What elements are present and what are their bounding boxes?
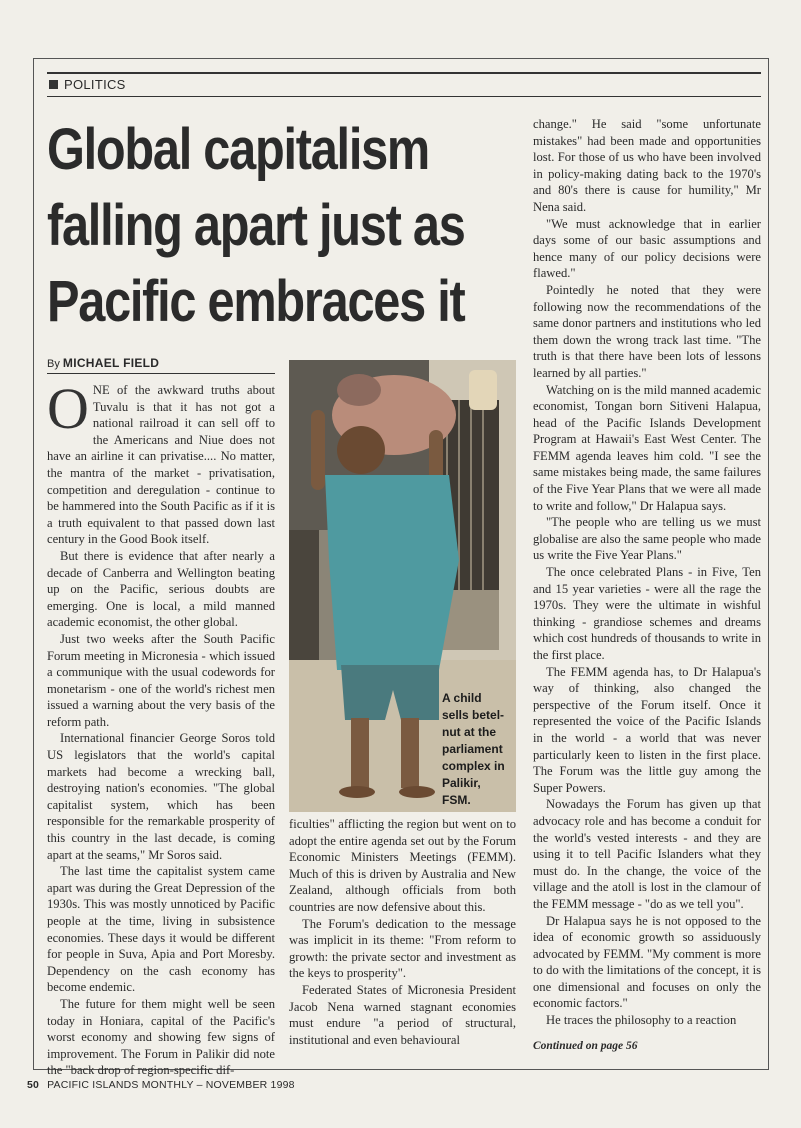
article-paragraph: He traces the philosophy to a reaction bbox=[546, 1013, 737, 1028]
article-paragraph: ONE of the awkward truths about Tuvalu is that it has not got a national railroad it can sell off to the Americans and Niue does not have an airline it can privatise.... No matter, the mantra of the market - privatisation, competition and deregulation - continue to be hammered into the South Pacific as if it is a truth equivalent to that passed down last century in the Good Book itself. bbox=[47, 376, 275, 547]
article-paragraph: change." He said "some unfortunate mistakes" had been made and opportunities lost. For those of us who have been involved in policy-making dating back to the 1970's and 80's there is cause for humility," Mr Nena said. bbox=[533, 117, 761, 214]
article-paragraph: The Forum's dedication to the message was implicit in its theme: "From reform to growth: the private sector and investment as the keys to prosperity". bbox=[289, 916, 516, 981]
article-paragraph: The once celebrated Plans - in Five, Ten and 15 year varieties - were all the rage the 1970s. They were the ultimate in wishful thinking - grandiose schemes and dreams which cost hundreds of thousands to write in the first place. bbox=[533, 565, 761, 662]
article-paragraph: The FEMM agenda has, to Dr Halapua's way of thinking, also changed the perspective of the Forum itself. Once it represented the voice of the Pacific Islands in the world - a world that was never particularly keen to listen in the first place. The Forum was the little guy among the Super Powers. bbox=[533, 664, 761, 795]
byline-rule bbox=[47, 373, 275, 374]
article-paragraph: But there is evidence that after nearly a decade of Canberra and Wellington beating up on the Pacific, serious doubts are emerging. One is local, a mild manned academic economist, the other global. bbox=[47, 548, 275, 630]
headline-line: Pacific embraces it bbox=[47, 269, 465, 334]
page-footer bbox=[27, 1079, 295, 1091]
article-paragraph: Federated States of Micronesia President Jacob Nena warned stagnant economies must endure "a period of structural, institutional and even behavioural bbox=[289, 982, 516, 1047]
byline-author: MICHAEL FIELD bbox=[62, 356, 160, 370]
section-tag bbox=[49, 77, 126, 92]
caption-line: sells betel- bbox=[442, 708, 505, 722]
article-paragraph: Pointedly he noted that they were following now the recommendations of the same donor partners and institutions who led them down the wrong track last time. "The truth is that there have been lots of lessons learned by all parties." bbox=[533, 282, 761, 380]
article-paragraph: ficulties" afflicting the region but went on to adopt the entire agenda set out by the Forum Economic Ministers Meetings (FEMM). Much of this is driven by Australia and New Zealand, although officials from both countries are now defensive about this. bbox=[289, 817, 516, 914]
publication-name: PACIFIC ISLANDS MONTHLY – NOVEMBER 1998 bbox=[47, 1079, 295, 1091]
caption-line: complex in bbox=[442, 759, 505, 773]
caption-line: Palikir, bbox=[442, 776, 481, 790]
article-column-3 bbox=[533, 116, 761, 1029]
article-paragraph: "The people who are telling us we must globalise are also the same people who made us write the Five Year Plans." bbox=[533, 515, 761, 563]
caption-line: FSM. bbox=[442, 793, 471, 807]
caption-line: A child bbox=[442, 691, 482, 705]
byline-prefix: By bbox=[47, 358, 60, 370]
article-paragraph: The last time the capitalist system came apart was during the Great Depression of the 1930s. This was mostly unnoticed by Pacific people at the time, living in subsistence economies. These days it would be different for people in Suva, Apia and Port Moresby. Dependency on the cash economy has become endemic. bbox=[47, 864, 275, 995]
article-paragraph: The future for them might well be seen today in Honiara, capital of the Pacific's worst economy and showing few signs of improvement. The Forum in Palikir did note the "back drop of region-specific dif- bbox=[47, 996, 275, 1078]
page-number: 50 bbox=[27, 1079, 40, 1091]
article-paragraph: Nowadays the Forum has given up that advocacy role and has become a conduit for the world's vested interests - and they are using it to tell Pacific Islanders what they must do. In the change, the voice of the village and the atoll is lost in the clamour of the FEMM message - "do as we tell you". bbox=[533, 797, 761, 911]
article-column-2 bbox=[289, 816, 516, 1048]
headline-line: falling apart just as bbox=[47, 193, 465, 258]
continued-on-page-link: Continued on page 56 bbox=[533, 1040, 638, 1052]
section-rule-top bbox=[47, 72, 761, 74]
article-paragraph: Just two weeks after the South Pacific Forum meeting in Micronesia - which issued a communique with the usual codewords for monetarism - one of the world's richest men issued a warning about the very basis of the reform path. bbox=[47, 631, 275, 729]
article-paragraph: Watching on is the mild manned academic economist, Tongan born Sitiveni Halapua, head of the Pacific Islands Development Program at Hawaii's East West Center. The FEMM agenda leaves him cold. "I see the same mistakes being made, the same failures of the Five Year Plans that we were all made to write and follow," Dr Halapua says. bbox=[533, 382, 761, 513]
square-bullet-icon bbox=[49, 80, 58, 89]
article-paragraph: "We must acknowledge that in earlier days some of our basic assumptions and hence many of our policy decisions were flawed." bbox=[533, 216, 761, 281]
article-column-1 bbox=[47, 376, 275, 1079]
article-paragraph: Dr Halapua says he is not opposed to the idea of economic growth so assiduously advocated by FEMM. "My comment is more to do with the limitations of the concept, it is one dimensional and focuses on only the economic factors." bbox=[533, 913, 761, 1011]
caption-line: parliament bbox=[442, 742, 503, 756]
headline bbox=[47, 112, 465, 340]
section-rule-bottom bbox=[47, 96, 761, 97]
section-label: POLITICS bbox=[64, 77, 126, 92]
drop-cap: O bbox=[47, 376, 89, 441]
byline bbox=[47, 356, 159, 370]
photo-caption bbox=[442, 690, 505, 809]
headline-line: Global capitalism bbox=[47, 117, 430, 182]
article-paragraph: International financier George Soros told US legislators that the world's capital markets had become a wrecking ball, destroying nation's economies. "The global capitalist system, which has been responsible for the remarkable prosperity of this country in the last decade, is coming apart at the seams," Mr Soros said. bbox=[47, 731, 275, 862]
caption-line: nut at the bbox=[442, 725, 496, 739]
